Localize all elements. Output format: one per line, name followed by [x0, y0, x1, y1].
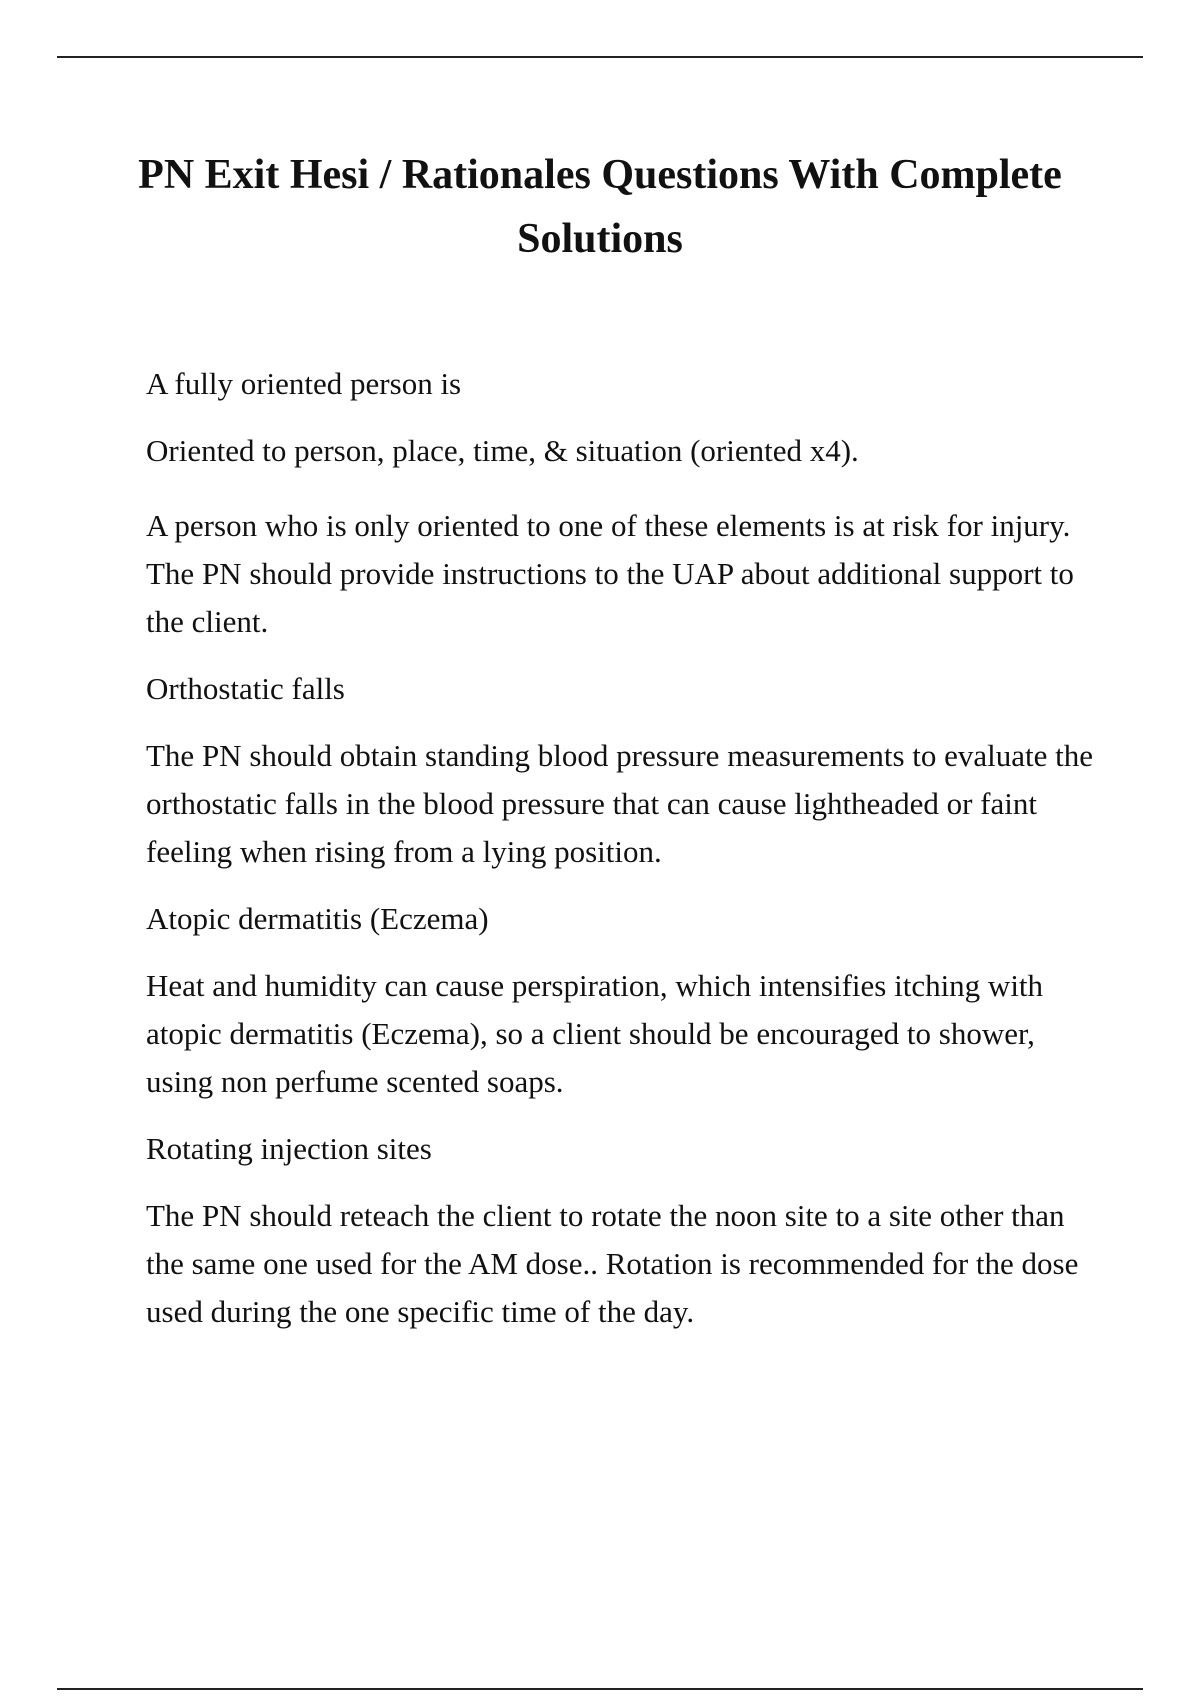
answer-text: Heat and humidity can cause perspiration, which intensifies itching with atopic dermatitis (Eczema), so a client should be encouraged to shower, using non perfume scented soaps.	[146, 968, 1044, 1099]
document-title: PN Exit Hesi / Rationales Questions With Complete Solutions	[138, 152, 1062, 262]
question-text: Atopic dermatitis (Eczema)	[146, 901, 489, 936]
question-text: Orthostatic falls	[146, 671, 345, 706]
bottom-divider	[57, 1688, 1143, 1690]
answer-text: Oriented to person, place, time, & situation (oriented x4).	[146, 433, 859, 468]
question-text: Rotating injection sites	[146, 1131, 432, 1166]
qa-content	[146, 360, 1106, 1355]
question-text: A fully oriented person is	[146, 366, 462, 401]
top-divider	[57, 56, 1143, 58]
answer-text: The PN should reteach the client to rotate the noon site to a site other than the same one used for the AM dose.. Rotation is recommended for the dose used during the one specific time of the day.	[146, 1198, 1079, 1329]
answer-text: The PN should obtain standing blood pressure measurements to evaluate the orthostatic falls in the blood pressure that can cause lightheaded or faint feeling when rising from a lying position.	[146, 738, 1094, 869]
answer-text: A person who is only oriented to one of these elements is at risk for injury. The PN should provide instructions to the UAP about additional support to the client.	[146, 508, 1074, 639]
